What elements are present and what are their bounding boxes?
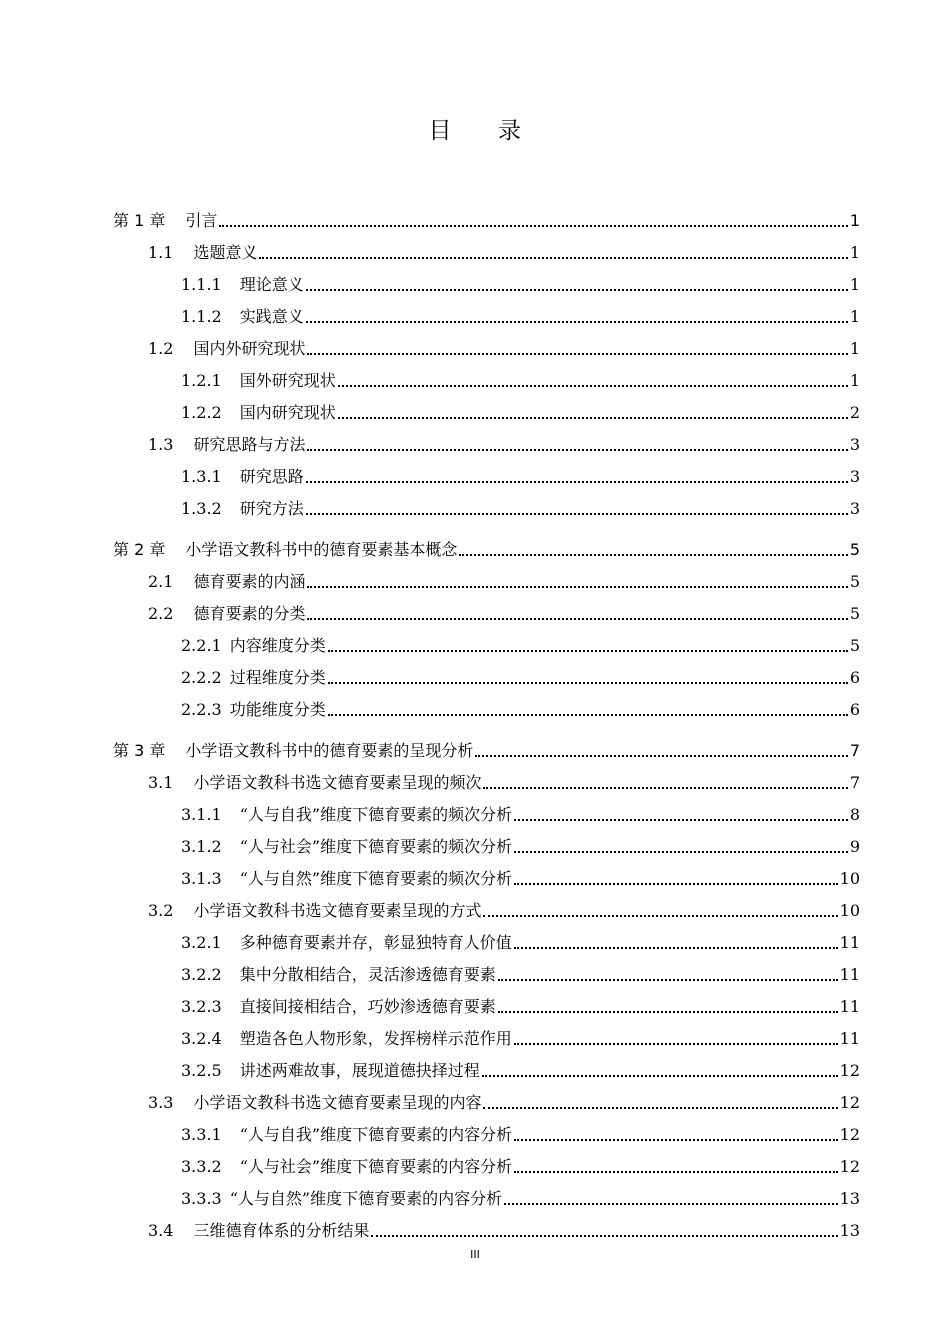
toc-entry-title: 研究思路 [239,467,304,486]
toc-entry-page: 1 [849,339,860,358]
toc-entry-page: 6 [849,668,860,687]
toc-entry-page: 1 [849,371,860,390]
toc-entry-title: 引言 [185,211,218,230]
toc-entry-label [148,434,305,456]
toc-entry-page: 3 [849,435,860,454]
toc-entry[interactable] [148,1218,860,1242]
toc-entry-title: 讲述两难故事，展现道德抉择过程 [239,1061,480,1080]
toc-entry-number: 3.2.5 [181,1061,222,1080]
toc-entry-number: 2.2.3 [181,700,222,719]
toc-entry[interactable] [181,665,860,689]
toc-entry-label [113,539,457,561]
toc-entry-page: 13 [839,1189,860,1208]
toc-entry[interactable] [181,368,860,392]
toc-entry-number: 3.3.2 [181,1157,222,1176]
toc-entry-title: 德育要素的分类 [193,604,306,623]
toc-dot-leader [307,618,847,620]
toc-entry[interactable] [181,400,860,424]
toc-entry[interactable] [113,537,860,561]
toc-entry-title: “人与自然”维度下德育要素的内容分析 [229,1189,503,1208]
toc-entry[interactable] [181,802,860,826]
toc-entry-page: 3 [849,499,860,518]
toc-entry[interactable] [181,1026,860,1050]
toc-entry-number: 1.3 [148,435,174,454]
toc-entry-title: 过程维度分类 [229,668,326,687]
toc-entry-number: 3.2.2 [181,965,222,984]
toc-entry-page: 1 [849,275,860,294]
toc-dot-leader [338,417,848,419]
toc-entry[interactable] [181,633,860,657]
toc-dot-leader [259,257,847,259]
toc-entry[interactable] [148,336,860,360]
toc-entry-number: 1.1.1 [181,275,222,294]
toc-entry-label [148,603,305,625]
toc-entry-page: 1 [849,211,860,230]
toc-entry-number: 2.1 [148,572,174,591]
toc-entry-page: 7 [849,741,860,760]
toc-entry-page: 1 [849,307,860,326]
toc-entry-label [148,1220,369,1242]
toc-entry-number: 第 2 章 [113,540,166,559]
toc-dot-leader [483,915,837,917]
toc-entry-page: 11 [839,965,860,984]
toc-entry-label [181,466,304,488]
toc-entry-label [181,804,512,826]
toc-entry-label [181,1060,480,1082]
toc-dot-leader [514,819,848,821]
toc-entry-title: 塑造各色人物形象，发挥榜样示范作用 [239,1029,512,1048]
toc-entry-page: 1 [849,243,860,262]
toc-entry-title: 多种德育要素并存，彰显独特育人价值 [239,933,512,952]
toc-entry-number: 3.1.2 [181,837,222,856]
toc-entry-page: 8 [849,805,860,824]
toc-entry-label [181,1124,512,1146]
toc-entry-title: 实践意义 [239,307,304,326]
toc-entry-number: 3.3.1 [181,1125,222,1144]
toc-entry-title: 小学语文教科书选文德育要素呈现的方式 [193,901,482,920]
title-char-1: 目 [428,118,452,144]
toc-entry[interactable] [181,1186,860,1210]
toc-entry-title: 集中分散相结合，灵活渗透德育要素 [239,965,496,984]
toc-entry[interactable] [148,240,860,264]
toc-entry-label [181,667,326,689]
toc-entry-title: 小学语文教科书选文德育要素呈现的频次 [193,773,482,792]
toc-entry-number: 3.1.3 [181,869,222,888]
toc-entry-number: 3.3.3 [181,1189,222,1208]
toc-entry[interactable] [181,272,860,296]
toc-entry-title: 理论意义 [239,275,304,294]
toc-dot-leader [514,851,848,853]
toc-entry-title: 德育要素的内涵 [193,572,306,591]
toc-entry[interactable] [148,898,860,922]
toc-entry-label [181,996,496,1018]
toc-entry-label [148,571,305,593]
toc-entry-page: 6 [849,700,860,719]
toc-entry-number: 3.2.3 [181,997,222,1016]
toc-entry-page: 12 [839,1125,860,1144]
toc-entry-label [181,402,336,424]
toc-entry-label [181,1188,502,1210]
toc-entry[interactable] [181,464,860,488]
toc-entry-page: 11 [839,1029,860,1048]
toc-entry[interactable] [181,834,860,858]
toc-entry[interactable] [181,930,860,954]
toc-entry-title: 选题意义 [193,243,258,262]
toc-entry-label [148,1092,481,1114]
toc-dot-leader [306,513,848,515]
toc-dot-leader [498,1011,838,1013]
toc-entry-number: 3.2 [148,901,174,920]
toc-dot-leader [371,1235,837,1237]
toc-entry-label [181,932,512,954]
toc-entry[interactable] [181,1122,860,1146]
toc-entry[interactable] [148,569,860,593]
toc-entry-number: 第 1 章 [113,211,166,230]
toc-entry-label [148,242,257,264]
toc-entry-label [113,740,473,762]
toc-entry-number: 1.2.2 [181,403,222,422]
toc-entry-number: 3.2.4 [181,1029,222,1048]
toc-entry-page: 7 [849,773,860,792]
toc-entry-title: “人与自我”维度下德育要素的频次分析 [239,805,513,824]
toc-entry-page: 12 [839,1093,860,1112]
toc-dot-leader [482,1075,838,1077]
toc-entry-label [181,836,512,858]
toc-entry-page: 3 [849,467,860,486]
toc-entry-page: 12 [839,1061,860,1080]
toc-entry[interactable] [148,601,860,625]
toc-entry-title: 国内研究现状 [239,403,336,422]
toc-entry-number: 2.2.1 [181,636,222,655]
toc-entry[interactable] [181,697,860,721]
toc-dot-leader [483,787,847,789]
toc-entry-label [181,699,326,721]
toc-entry-title: 小学语文教科书中的德育要素的呈现分析 [185,741,474,760]
toc-dot-leader [328,682,848,684]
toc-entry-label [148,772,481,794]
toc-dot-leader [307,353,847,355]
toc-dot-leader [338,385,848,387]
toc-entry-label [181,1156,512,1178]
toc-entry-page: 12 [839,1157,860,1176]
toc-entry-title: 研究思路与方法 [193,435,306,454]
toc-dot-leader [306,289,848,291]
page-title [0,112,950,145]
toc-entry-page: 2 [849,403,860,422]
toc-entry-number: 1.3.2 [181,499,222,518]
toc-entry-title: 国外研究现状 [239,371,336,390]
toc-entry[interactable] [181,1058,860,1082]
toc-entry-title: 内容维度分类 [229,636,326,655]
toc-entry-label [181,498,304,520]
toc-entry-label [181,1028,512,1050]
title-char-2: 录 [498,118,522,144]
toc-dot-leader [498,979,838,981]
toc-entry-label [181,964,496,986]
toc-entry-page: 10 [839,869,860,888]
toc-entry-page: 5 [849,636,860,655]
toc-dot-leader [328,714,848,716]
toc-entry-title: 小学语文教科书选文德育要素呈现的内容 [193,1093,482,1112]
toc-entry-page: 5 [849,540,860,559]
toc-entry[interactable] [148,432,860,456]
toc-entry-page: 11 [839,933,860,952]
toc-entry[interactable] [181,866,860,890]
toc-dot-leader [514,947,838,949]
toc-entry-number: 1.1 [148,243,174,262]
toc-entry-label [113,210,217,232]
toc-entry-title: 研究方法 [239,499,304,518]
page-number-footer: III [470,1248,480,1261]
toc-entry-label [181,370,336,392]
toc-entry-page: 11 [839,997,860,1016]
toc-entry-title: “人与社会”维度下德育要素的频次分析 [239,837,513,856]
toc-entry-number: 1.3.1 [181,467,222,486]
toc-entry-number: 1.2 [148,339,174,358]
toc-entry-label [148,338,305,360]
toc-entry-label [181,635,326,657]
toc-entry-number: 1.2.1 [181,371,222,390]
toc-dot-leader [307,586,847,588]
toc-entry-title: 直接间接相结合，巧妙渗透德育要素 [239,997,496,1016]
toc-entry-page: 5 [849,604,860,623]
toc-entry[interactable] [113,738,860,762]
toc-dot-leader [306,481,848,483]
toc-entry[interactable] [181,994,860,1018]
toc-entry[interactable] [148,1090,860,1114]
toc-entry-number: 2.2.2 [181,668,222,687]
toc-entry-page: 5 [849,572,860,591]
toc-entry-title: “人与社会”维度下德育要素的内容分析 [239,1157,513,1176]
toc-entry-title: 功能维度分类 [229,700,326,719]
toc-entry-number: 3.2.1 [181,933,222,952]
toc-dot-leader [459,554,847,556]
toc-entry-label [181,274,304,296]
toc-dot-leader [475,755,847,757]
toc-entry[interactable] [181,496,860,520]
toc-entry-number: 1.1.2 [181,307,222,326]
toc-dot-leader [307,449,847,451]
toc-entry-title: 三维德育体系的分析结果 [193,1221,370,1240]
toc-dot-leader [514,1043,838,1045]
toc-entry-title: “人与自我”维度下德育要素的内容分析 [239,1125,513,1144]
toc-entry-number: 第 3 章 [113,741,166,760]
toc-entry-title: 小学语文教科书中的德育要素基本概念 [185,540,458,559]
toc-dot-leader [219,225,847,227]
toc-entry-number: 2.2 [148,604,174,623]
toc-dot-leader [483,1107,837,1109]
toc-entry-title: 国内外研究现状 [193,339,306,358]
toc-entry[interactable] [181,304,860,328]
toc-entry-label [148,900,481,922]
toc-entry-page: 9 [849,837,860,856]
toc-entry-label [181,868,512,890]
toc-entry[interactable] [113,208,860,232]
toc-dot-leader [514,1171,838,1173]
toc-entry-number: 3.1 [148,773,174,792]
toc-entry-number: 3.3 [148,1093,174,1112]
toc-dot-leader [514,1139,838,1141]
toc-entry[interactable] [181,1154,860,1178]
toc-entry-number: 3.1.1 [181,805,222,824]
toc-entry[interactable] [181,962,860,986]
toc-entry-page: 13 [839,1221,860,1240]
toc-dot-leader [514,883,838,885]
toc-entry-number: 3.4 [148,1221,174,1240]
toc-dot-leader [504,1203,838,1205]
toc-entry-title: “人与自然”维度下德育要素的频次分析 [239,869,513,888]
toc-dot-leader [328,650,848,652]
toc-entry-page: 10 [839,901,860,920]
toc-entry[interactable] [148,770,860,794]
toc-entry-label [181,306,304,328]
toc-dot-leader [306,321,848,323]
